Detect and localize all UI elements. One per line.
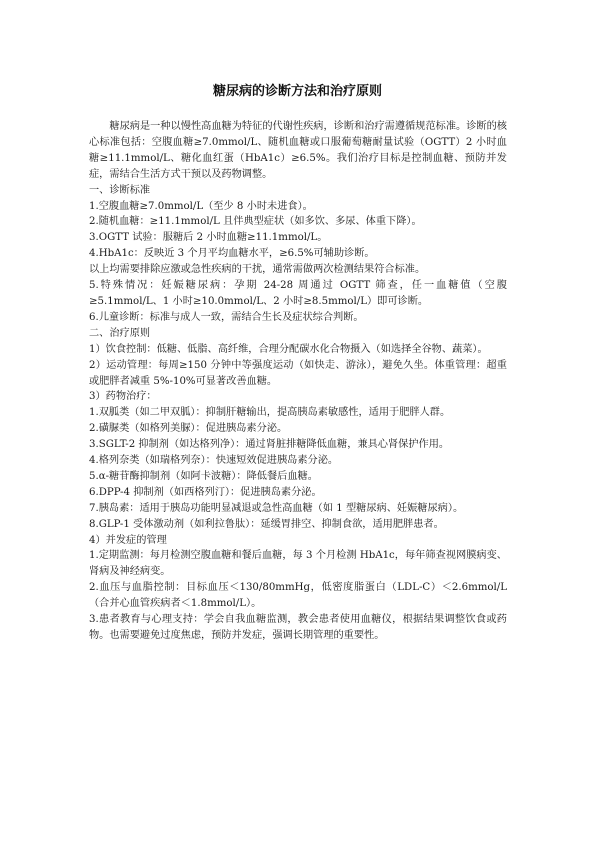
treatment-exercise: 2）运动管理：每周≥150 分钟中等强度运动（如快走、游泳），避免久坐。体重管理：超重或肥胖者减重 5%-10%可显著改善血糖。	[89, 359, 507, 387]
diagnosis-item-2: 2.随机血糖：≥11.1mmol/L 且伴典型症状（如多饮、多尿、体重下降）。	[89, 216, 422, 228]
complication-heading: 4）并发症的管理	[89, 534, 167, 546]
drug-item-8: 8.GLP-1 受体激动剂（如利拉鲁肽）：延缓胃排空、抑制食欲，适用肥胖患者。	[89, 518, 444, 530]
complication-item-2: 2.血压与血脂控制：目标血压＜130/80mmHg，低密度脂蛋白（LDL-C）＜2.6mmol/L（合并心血管疾病者＜1.8mmol/L）。	[89, 582, 507, 610]
drug-item-5: 5.α-糖苷酶抑制剂（如阿卡波糖）：降低餐后血糖。	[89, 470, 318, 482]
diagnosis-item-3: 3.OGTT 试验：服糖后 2 小时血糖≥11.1mmol/L。	[89, 232, 328, 244]
document-title: 糖尿病的诊断方法和治疗原则	[212, 84, 382, 99]
treatment-diet: 1）饮食控制：低糖、低脂、高纤维，合理分配碳水化合物摄入（如选择全谷物、蔬菜）。	[89, 343, 488, 355]
intro-paragraph: 糖尿病是一种以慢性高血糖为特征的代谢性疾病，诊断和治疗需遵循规范标准。诊断的核心标准包括：空腹血糖≥7.0mmol/L、随机血糖或口服葡萄糖耐量试验（OGTT）2 小时血糖≥11.1mmol/L、糖化血红蛋（HbA1c）≥6.5%。我们治疗目标是控制血糖、预防并发症，需结合生活方式干预以及药物调整。	[89, 121, 507, 180]
drug-item-3: 3.SGLT-2 抑制剂（如达格列净）：通过肾脏排糖降低血糖，兼具心肾保护作用。	[89, 439, 450, 451]
section-heading-treatment: 二、治疗原则	[89, 327, 151, 339]
drug-item-6: 6.DPP-4 抑制剂（如西格列汀）：促进胰岛素分泌。	[89, 486, 322, 498]
complication-item-1: 1.定期监测：每月检测空腹血糖和餐后血糖，每 3 个月检测 HbA1c，每年筛查视网膜病变、肾病及神经病变。	[89, 550, 507, 578]
diagnosis-item-1: 1.空腹血糖≥7.0mmol/L（至少 8 小时未进食）。	[89, 200, 313, 212]
drug-item-2: 2.磺脲类（如格列美脲）：促进胰岛素分泌。	[89, 423, 288, 435]
drug-item-1: 1.双胍类（如二甲双胍）：抑制肝糖输出，提高胰岛素敏感性，适用于肥胖人群。	[89, 407, 451, 419]
document-body	[89, 119, 507, 644]
section-heading-diagnosis: 一、诊断标准	[89, 184, 151, 196]
diagnosis-item-6: 6.儿童诊断：标准与成人一致，需结合生长及症状综合判断。	[89, 311, 364, 323]
diagnosis-note: 以上均需要排除应激或急性疾病的干扰，通常需做两次检测结果符合标准。	[89, 264, 426, 276]
drug-item-7: 7.胰岛素：适用于胰岛功能明显减退或急性高血糖（如 1 型糖尿病、妊娠糖尿病）。	[89, 502, 464, 514]
diagnosis-item-4: 4.HbA1c：反映近 3 个月平均血糖水平，≥6.5%可辅助诊断。	[89, 248, 375, 260]
diagnosis-item-5: 5.特殊情况：妊娠糖尿病：孕期 24-28 周通过 OGTT 筛查，任一血糖值（空腹≥5.1mmol/L、1 小时≥10.0mmol/L、2 小时≥8.5mmol/L）即可诊断。	[89, 280, 507, 307]
treatment-drugs-heading: 3）药物治疗：	[89, 391, 157, 403]
drug-item-4: 4.格列奈类（如瑞格列奈）：快速短效促进胰岛素分泌。	[89, 455, 339, 467]
complication-item-3: 3.患者教育与心理支持：学会自我血糖监测，教会患者使用血糖仪，根据结果调整饮食或药物。也需要避免过度焦虑，预防并发症，强调长期管理的重要性。	[89, 614, 507, 641]
